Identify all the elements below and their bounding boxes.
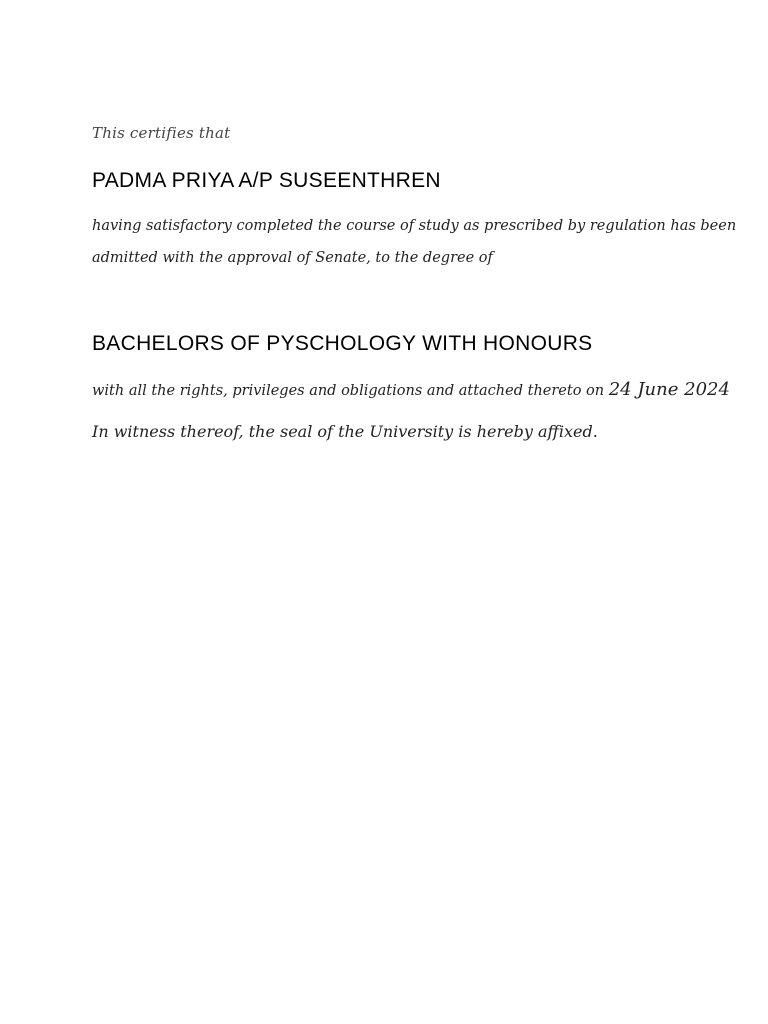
witness-statement: In witness thereof, the seal of the University is hereby affixed. bbox=[92, 422, 598, 441]
rights-text: with all the rights, privileges and obligations and attached thereto on bbox=[92, 383, 609, 399]
degree-title: BACHELORS OF PYSCHOLOGY WITH HONOURS bbox=[92, 332, 593, 355]
certifies-intro: This certifies that bbox=[92, 124, 231, 142]
rights-line bbox=[92, 379, 730, 400]
conferral-date: 24 June 2024 bbox=[608, 379, 730, 400]
completion-text-line-2: admitted with the approval of Senate, to the degree of bbox=[92, 250, 493, 266]
recipient-name: PADMA PRIYA A/P SUSEENTHREN bbox=[92, 169, 441, 192]
completion-text-line-1: having satisfactory completed the course of study as prescribed by regulation has been bbox=[92, 218, 737, 234]
